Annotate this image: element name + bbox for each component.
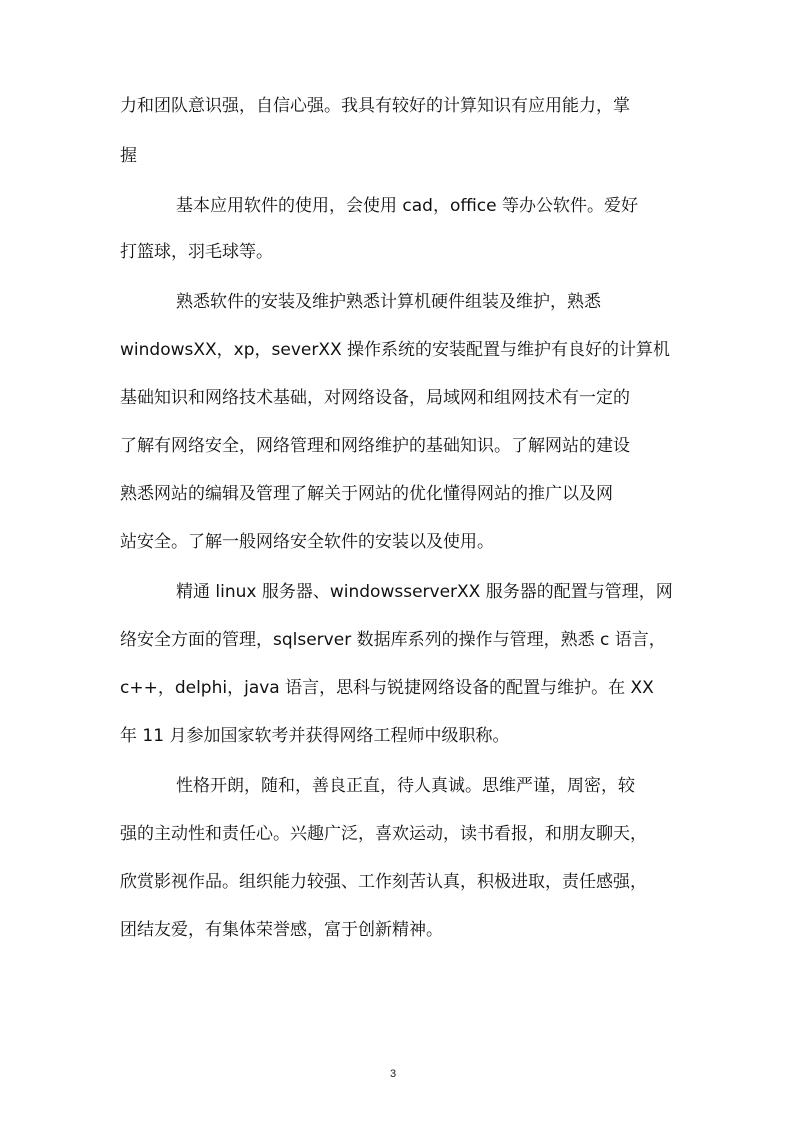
- text-line: 团结友爱，有集体荣誉感，富于创新精神。: [120, 920, 443, 940]
- text-line: 站安全。了解一般网络安全软件的安装以及使用。: [120, 532, 494, 552]
- text-line: 欣赏影视作品。组织能力较强、工作刻苦认真，积极进取，责任感强，: [120, 872, 647, 892]
- text-line: 性格开朗，随和，善良正直，待人真诚。思维严谨，周密，较: [176, 776, 635, 796]
- text-line: 了解有网络安全，网络管理和网络维护的基础知识。了解网站的建设: [120, 436, 630, 456]
- text-line: 力和团队意识强，自信心强。我具有较好的计算知识有应用能力，掌: [120, 96, 630, 116]
- page-number: 3: [390, 1068, 397, 1080]
- text-line: 基本应用软件的使用，会使用 cad，office 等办公软件。爱好: [176, 196, 639, 216]
- text-line: 络安全方面的管理，sqlserver 数据库系列的操作与管理，熟悉 c 语言，: [120, 630, 666, 650]
- text-line: 熟悉网站的编辑及管理了解关于网站的优化懂得网站的推广以及网: [120, 484, 613, 504]
- text-line: c++，delphi，java 语言，思科与锐捷网络设备的配置与维护。在 XX: [120, 678, 654, 698]
- text-line: 熟悉软件的安装及维护熟悉计算机硬件组装及维护，熟悉: [176, 292, 601, 312]
- text-line: 握: [120, 146, 137, 166]
- text-line: windowsXX，xp，severXX 操作系统的安装配置与维护有良好的计算机: [120, 340, 671, 360]
- text-line: 精通 linux 服务器、windowsserverXX 服务器的配置与管理，网: [176, 582, 673, 602]
- text-line: 强的主动性和责任心。兴趣广泛，喜欢运动，读书看报，和朋友聊天，: [120, 824, 647, 844]
- text-line: 基础知识和网络技术基础，对网络设备，局域网和组网技术有一定的: [120, 388, 630, 408]
- text-line: 打篮球，羽毛球等。: [120, 242, 273, 262]
- text-line: 年 11 月参加国家软考并获得网络工程师中级职称。: [120, 726, 510, 746]
